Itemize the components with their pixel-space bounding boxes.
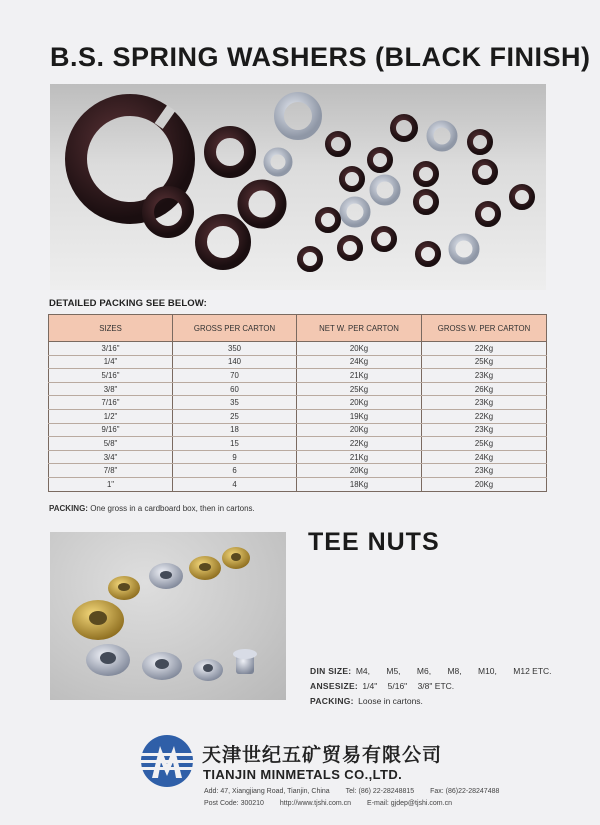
cell-size: 3/16" bbox=[49, 342, 173, 356]
cell-size: 3/4" bbox=[49, 450, 173, 464]
cell-gross: 6 bbox=[173, 464, 297, 478]
cell-size: 1/4" bbox=[49, 355, 173, 369]
din-size-value: M6, bbox=[416, 666, 432, 676]
col-header-net-weight: NET W. PER CARTON bbox=[297, 315, 422, 342]
tee-nuts-illustration bbox=[50, 532, 286, 700]
din-size-value: M10, bbox=[478, 666, 497, 676]
packing-note-label: PACKING: bbox=[49, 504, 88, 513]
packing-table bbox=[48, 314, 547, 492]
din-size-value: M12 ETC. bbox=[513, 666, 552, 676]
cell-size: 1/2" bbox=[49, 409, 173, 423]
tee-packing-text: Loose in cartons. bbox=[358, 696, 423, 706]
tee-nuts-title: TEE NUTS bbox=[308, 528, 440, 556]
cell-net-weight: 20Kg bbox=[297, 396, 422, 410]
table-header-row bbox=[49, 315, 547, 342]
table-row bbox=[49, 437, 547, 451]
cell-size: 1" bbox=[49, 477, 173, 491]
cell-net-weight: 22Kg bbox=[297, 437, 422, 451]
packing-note-text: One gross in a cardboard box, then in cartons. bbox=[90, 504, 255, 513]
table-row bbox=[49, 464, 547, 478]
cell-net-weight: 25Kg bbox=[297, 382, 422, 396]
spring-washers-photo bbox=[50, 84, 546, 290]
din-size-value: M8, bbox=[447, 666, 462, 676]
cell-gross-weight: 25Kg bbox=[422, 437, 547, 451]
address-line bbox=[204, 788, 499, 795]
table-row bbox=[49, 355, 547, 369]
cell-net-weight: 20Kg bbox=[297, 464, 422, 478]
cell-gross: 70 bbox=[173, 369, 297, 383]
cell-gross-weight: 23Kg bbox=[422, 423, 547, 437]
company-name-chinese: 天津世纪五矿贸易有限公司 bbox=[202, 744, 443, 766]
table-row bbox=[49, 396, 547, 410]
cell-gross: 4 bbox=[173, 477, 297, 491]
cell-net-weight: 19Kg bbox=[297, 409, 422, 423]
cell-size: 5/16" bbox=[49, 369, 173, 383]
cell-gross-weight: 26Kg bbox=[422, 382, 547, 396]
page-title: B.S. SPRING WASHERS (BLACK FINISH) bbox=[50, 42, 591, 72]
din-size-line bbox=[310, 666, 552, 676]
company-email[interactable]: E-mail: gjdep@tjshi.com.cn bbox=[367, 800, 452, 807]
table-row bbox=[49, 477, 547, 491]
cell-gross-weight: 23Kg bbox=[422, 464, 547, 478]
col-header-gross-per-carton: GROSS PER CARTON bbox=[173, 315, 297, 342]
anse-size-label: ANSESIZE: bbox=[310, 681, 359, 691]
table-row bbox=[49, 382, 547, 396]
cell-size: 3/8" bbox=[49, 382, 173, 396]
tee-nuts-photo bbox=[50, 532, 286, 700]
anse-size-value: 3/8" ETC. bbox=[417, 681, 455, 691]
tee-packing-line bbox=[310, 696, 423, 706]
cell-net-weight: 24Kg bbox=[297, 355, 422, 369]
cell-gross-weight: 20Kg bbox=[422, 477, 547, 491]
din-size-value: M4, bbox=[355, 666, 370, 676]
cell-size: 7/16" bbox=[49, 396, 173, 410]
cell-net-weight: 21Kg bbox=[297, 369, 422, 383]
company-logo-icon bbox=[140, 734, 194, 788]
cell-gross: 18 bbox=[173, 423, 297, 437]
tee-packing-label: PACKING: bbox=[310, 696, 354, 706]
cell-size: 7/8" bbox=[49, 464, 173, 478]
cell-gross-weight: 23Kg bbox=[422, 369, 547, 383]
cell-gross: 9 bbox=[173, 450, 297, 464]
company-fax: Fax: (86)22-28247488 bbox=[430, 788, 500, 795]
cell-gross-weight: 24Kg bbox=[422, 450, 547, 464]
cell-net-weight: 21Kg bbox=[297, 450, 422, 464]
anse-size-value: 5/16" bbox=[387, 681, 408, 691]
cell-gross: 350 bbox=[173, 342, 297, 356]
cell-gross-weight: 23Kg bbox=[422, 396, 547, 410]
table-row bbox=[49, 450, 547, 464]
company-name-english: TIANJIN MINMETALS CO.,LTD. bbox=[203, 767, 403, 782]
din-size-label: DIN SIZE: bbox=[310, 666, 352, 676]
cell-gross-weight: 22Kg bbox=[422, 342, 547, 356]
company-tel: Tel: (86) 22-28248815 bbox=[345, 788, 415, 795]
cell-size: 5/8" bbox=[49, 437, 173, 451]
company-website[interactable]: http://www.tjshi.com.cn bbox=[279, 800, 352, 807]
contact-line bbox=[204, 800, 452, 807]
company-post-code: Post Code: 300210 bbox=[204, 800, 264, 807]
company-address: Add: 47, Xiangjiang Road, Tianjin, China bbox=[204, 788, 330, 795]
cell-net-weight: 20Kg bbox=[297, 423, 422, 437]
cell-net-weight: 20Kg bbox=[297, 342, 422, 356]
cell-gross: 35 bbox=[173, 396, 297, 410]
table-row bbox=[49, 369, 547, 383]
cell-gross: 60 bbox=[173, 382, 297, 396]
anse-size-value: 1/4" bbox=[362, 681, 378, 691]
cell-gross: 25 bbox=[173, 409, 297, 423]
cell-gross: 15 bbox=[173, 437, 297, 451]
cell-gross-weight: 22Kg bbox=[422, 409, 547, 423]
cell-gross-weight: 25Kg bbox=[422, 355, 547, 369]
col-header-gross-weight: GROSS W. PER CARTON bbox=[422, 315, 547, 342]
table-row bbox=[49, 409, 547, 423]
washer-packing-note bbox=[49, 504, 255, 513]
packing-heading: DETAILED PACKING SEE BELOW: bbox=[49, 298, 207, 309]
anse-size-line bbox=[310, 681, 454, 691]
table-row bbox=[49, 342, 547, 356]
col-header-sizes: SIZES bbox=[49, 315, 173, 342]
spring-washers-illustration bbox=[50, 84, 546, 290]
cell-size: 9/16" bbox=[49, 423, 173, 437]
table-row bbox=[49, 423, 547, 437]
din-size-value: M5, bbox=[386, 666, 401, 676]
cell-net-weight: 18Kg bbox=[297, 477, 422, 491]
cell-gross: 140 bbox=[173, 355, 297, 369]
